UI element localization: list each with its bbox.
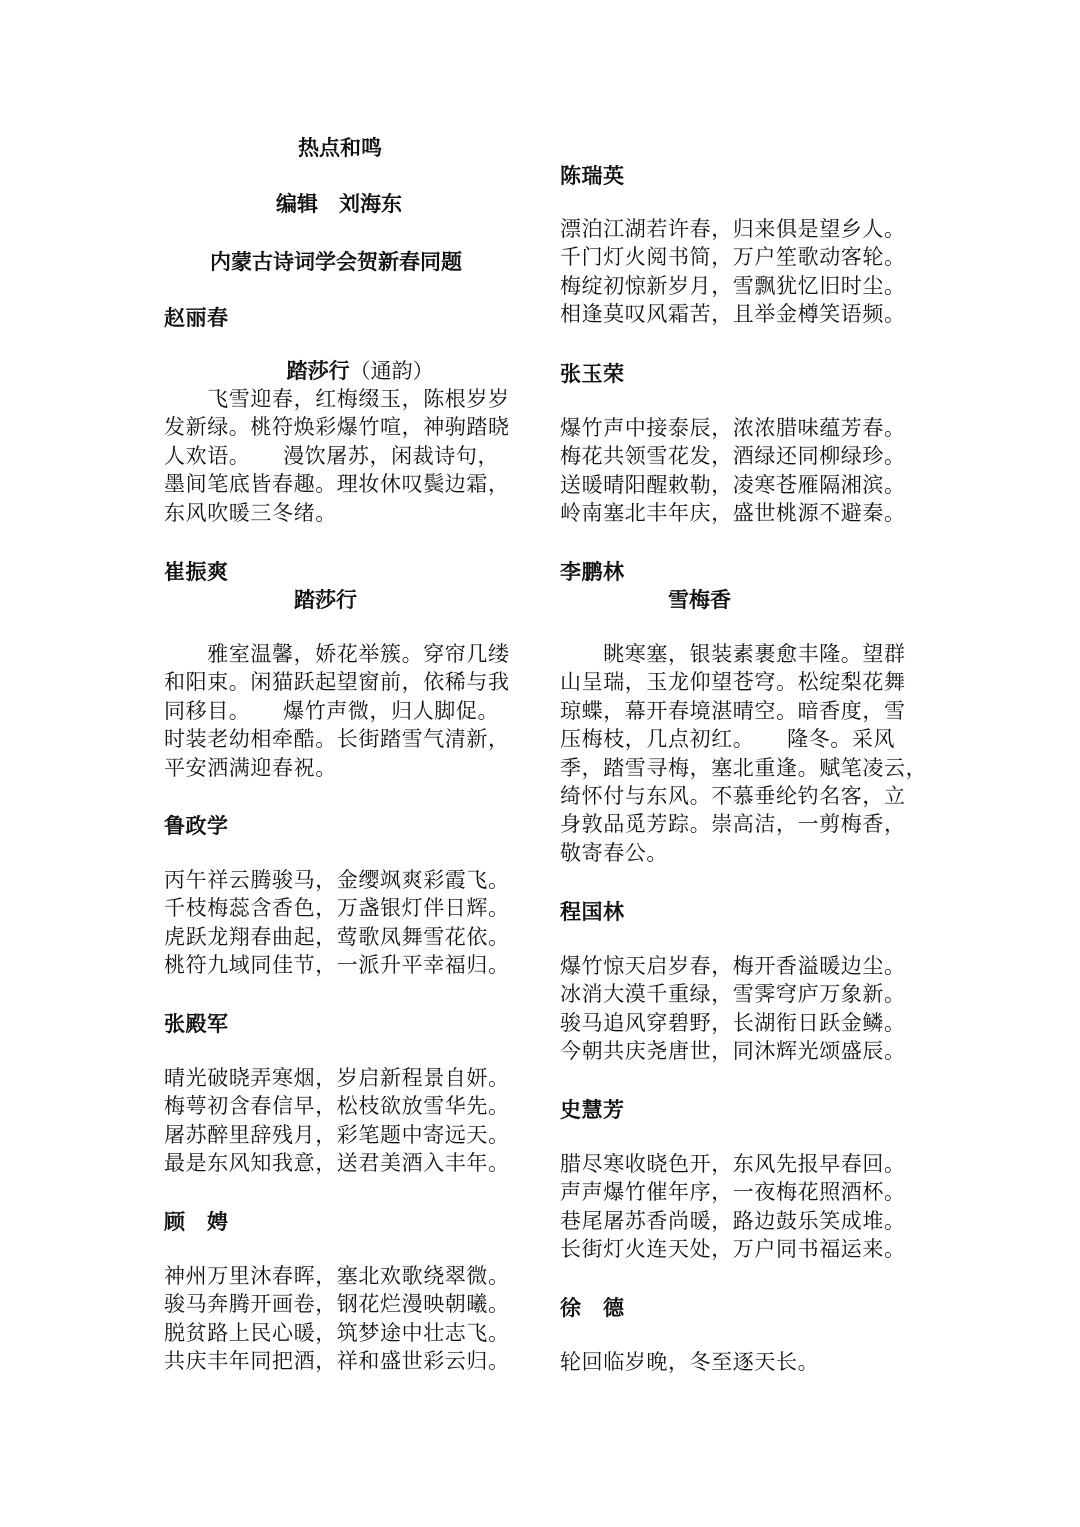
author-name: 赵丽春 [164,305,229,330]
author-name: 徐 德 [560,1295,625,1320]
poem-line: 虎跃龙翔春曲起，莺歌凤舞雪花依。 [164,924,510,949]
poem-body [560,952,906,1066]
poem-line: 敬寄春公。 [560,840,668,865]
author-name: 鲁政学 [164,813,229,838]
poem-body [164,1262,510,1376]
author-name: 史慧芳 [560,1097,625,1122]
poem-line: 季，踏雪寻梅，塞北重逢。赋笔凌云， [560,755,928,780]
poem-line: 平安洒满迎春祝。 [164,755,337,780]
poem-line: 发新绿。桃符焕彩爆竹喧，神驹踏晓 [164,415,510,440]
poem-line: 飞雪迎春，红梅缀玉，陈根岁岁 [164,387,510,411]
poem-body [560,640,927,867]
poem-body [560,215,906,329]
poem-title: 雪梅香 [668,587,731,612]
poem-line: 山呈瑞，玉龙仰望苍穹。松绽梨花舞 [560,670,906,695]
poem-line: 雅室温馨，娇花举簇。穿帘几缕 [164,642,510,666]
author-name: 张玉荣 [560,361,625,386]
poem-line: 腊尽寒收晓色开，东风先报早春回。 [560,1152,906,1176]
author-name: 崔振爽 [164,559,229,584]
poem-line: 轮回临岁晚，冬至逐天长。 [560,1350,820,1374]
poem-line: 巷尾屠苏香尚暖，路边鼓乐笑成堆。 [560,1208,906,1233]
poem-line: 晴光破晓弄寒烟，岁启新程景自妍。 [164,1066,510,1090]
poem-line: 丙午祥云腾骏马，金缨飒爽彩霞飞。 [164,868,510,892]
poem-line: 和阳束。闲猫跃起望窗前，依稀与我 [164,670,510,695]
poem-line: 爆竹惊天启岁春，梅开香溢暖边尘。 [560,954,906,978]
poem-line: 琼蝶，幕开春境湛晴空。暗香度，雪 [560,698,906,723]
poem-line: 千枝梅蕊含香色，万盏银灯伴日辉。 [164,896,510,921]
poem-line: 身敦品觅芳踪。崇高洁，一剪梅香， [560,812,906,837]
poem-line: 最是东风知我意，送君美酒入丰年。 [164,1151,510,1176]
section-title: 热点和鸣 [298,135,382,160]
poem-line: 时装老幼相牵酷。长街踏雪气清新， [164,727,510,752]
poem-line: 同移目。 爆竹声微，归人脚促。 [164,698,500,723]
author-name: 程国林 [560,899,625,924]
poem-line: 爆竹声中接泰辰，浓浓腊味蕴芳春。 [560,416,906,440]
poem-line: 梅花共领雪花发，酒绿还同柳绿珍。 [560,444,906,469]
poem-line: 岭南塞北丰年庆，盛世桃源不避秦。 [560,501,906,526]
editor-line: 编辑 刘海东 [276,191,402,216]
poem-line: 桃符九域同佳节，一派升平幸福归。 [164,953,510,978]
poem-line: 漂泊江湖若许春，归来俱是望乡人。 [560,217,906,241]
poem-line: 骏马奔腾开画卷，钢花烂漫映朝曦。 [164,1292,510,1317]
poem-body [560,1150,906,1264]
author-name: 陈瑞英 [560,163,625,188]
poem-line: 人欢语。 漫饮屠苏，闲裁诗句， [164,443,500,468]
author-name: 顾 娉 [164,1209,229,1234]
page-heading: 内蒙古诗词学会贺新春同题 [210,249,462,274]
poem-line: 脱贫路上民心暖，筑梦途中壮志飞。 [164,1320,510,1345]
poem-title: 踏莎行 [294,587,357,612]
poem-line: 东风吹暖三冬绪。 [164,500,337,525]
poem-body [164,640,510,782]
poem-line: 送暖晴阳醒敕勒，凌寒苍雁隔湘滨。 [560,472,906,497]
poem-line: 长街灯火连天处，万户同书福运来。 [560,1237,906,1262]
poem-line: 千门灯火阅书简，万户笙歌动客轮。 [560,245,906,270]
poem-line: 墨间笔底皆春趣。理妆休叹鬓边霜， [164,472,510,497]
poem-line: 梅绽初惊新岁月，雪飘犹忆旧时尘。 [560,273,906,298]
poem-title-note: （通韵） [349,359,434,383]
poem-line: 骏马追风穿碧野，长湖衔日跃金鳞。 [560,1010,906,1035]
poem-line: 共庆丰年同把酒，祥和盛世彩云归。 [164,1349,510,1374]
author-name: 李鹏林 [560,559,625,584]
poem-line: 压梅枝，几点初红。 隆冬。采风 [560,727,896,752]
poem-line: 相逢莫叹风霜苦，且举金樽笑语频。 [560,302,906,327]
poem-line: 梅萼初含春信早，松枝欲放雪华先。 [164,1094,510,1119]
poem-line: 屠苏醉里辞残月，彩笔题中寄远天。 [164,1122,510,1147]
poem-body [164,1064,510,1178]
poem-title-text: 踏莎行 [286,358,350,383]
poem-body [560,1348,819,1376]
poem-line: 声声爆竹催年序，一夜梅花照酒杯。 [560,1180,906,1205]
poem-body [164,385,510,527]
poem-line: 眺寒塞，银装素裹愈丰隆。望群 [560,642,906,666]
poem-body [560,414,906,528]
poem-line: 冰消大漠千重绿，雪霁穹庐万象新。 [560,982,906,1007]
poem-line: 绮怀付与东风。不慕垂纶钓名客，立 [560,784,906,809]
poem-body [164,866,510,980]
poem-line: 今朝共庆尧唐世，同沐辉光颂盛辰。 [560,1039,906,1064]
author-name: 张殿军 [164,1011,229,1036]
poem-line: 神州万里沐春晖，塞北欢歌绕翠微。 [164,1264,510,1288]
poem-title [272,330,434,385]
